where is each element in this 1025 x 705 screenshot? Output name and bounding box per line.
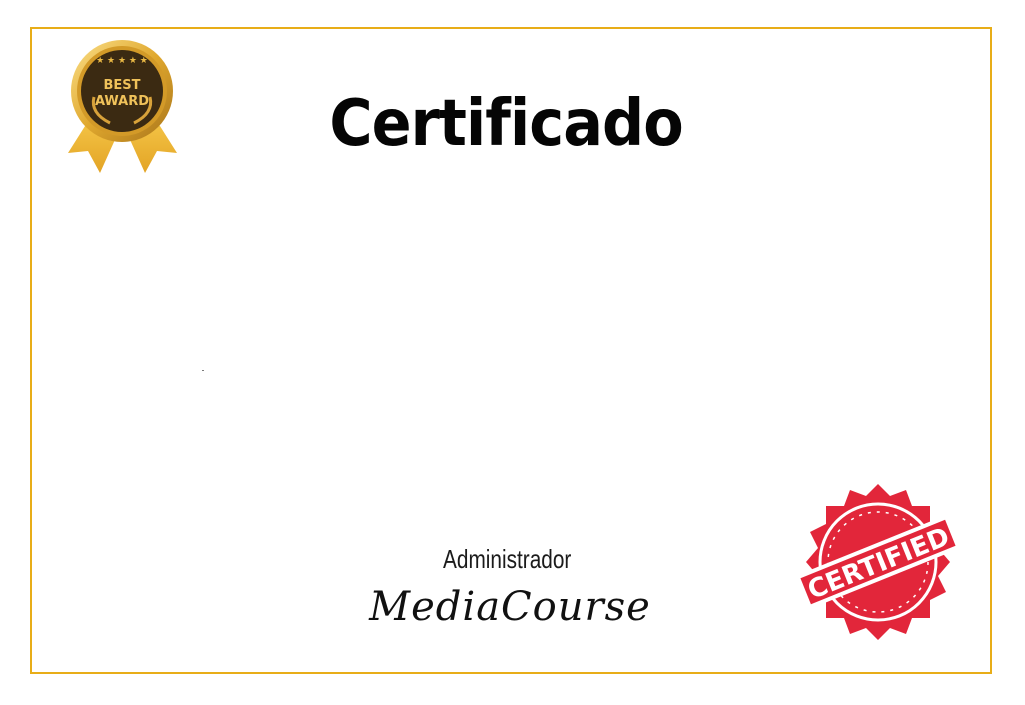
svg-text:★ ★ ★ ★ ★: ★ ★ ★ ★ ★ (96, 56, 148, 66)
stamp-text: CERTIFIED (803, 521, 954, 606)
certificate-title: Certificado (329, 87, 684, 161)
award-line1: BEST (103, 78, 141, 93)
signer-role: Administrador (443, 544, 572, 574)
certified-stamp-icon (790, 482, 965, 642)
award-line2: AWARD (94, 94, 150, 109)
signature: MediaCourse (369, 584, 651, 630)
decorative-dot (202, 370, 204, 371)
